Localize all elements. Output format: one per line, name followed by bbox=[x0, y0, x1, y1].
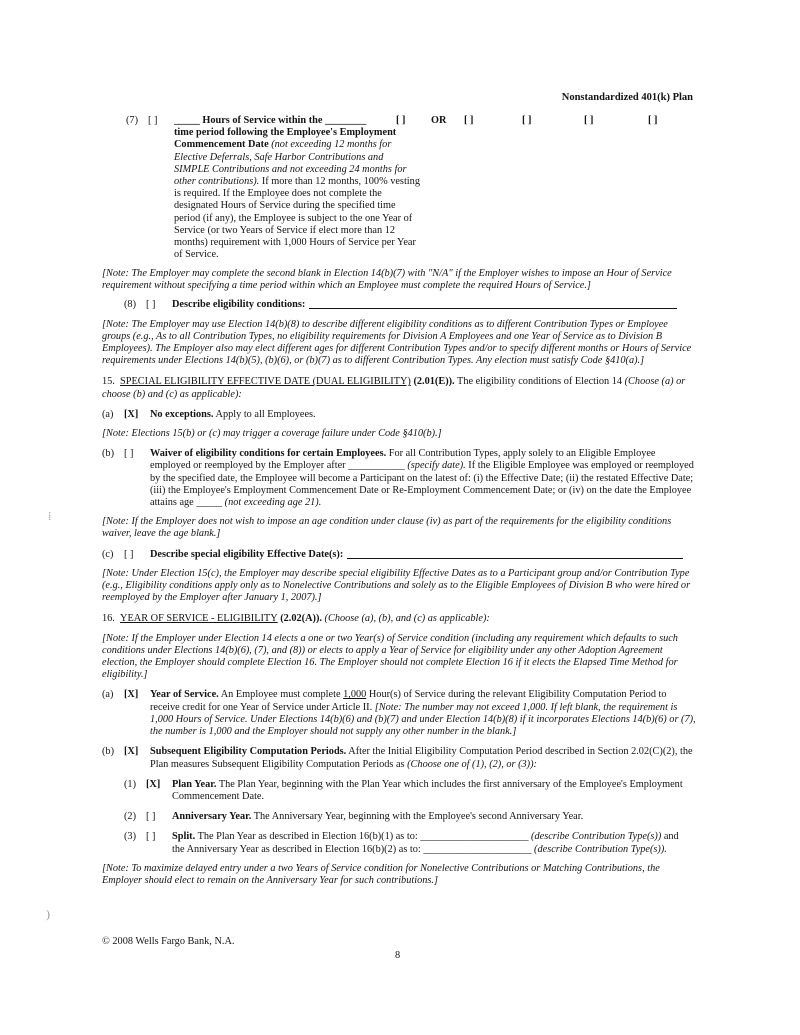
section-15-heading: 15. SPECIAL ELIGIBILITY EFFECTIVE DATE (DUAL ELIGIBILITY) (2.01(E)). The eligibility conditions of Election 14 (Choose (a) or choose (b) and (c) as applicable): bbox=[102, 376, 686, 400]
election-16b3: (3) [ ] Split. The Plan Year as described in Election 16(b)(1) as to: _____________________ (describe Contribution Type(s)) and the Anniversary Year as described in Election 16(b)(2) as to: _____________________ (describe Contribution Type(s)). bbox=[124, 831, 679, 855]
election-15a: (a) [X] No exceptions. Apply to all Employees. bbox=[102, 408, 316, 420]
checkbox-16b1[interactable]: [X] bbox=[146, 778, 161, 790]
plan-title: Nonstandardized 401(k) Plan bbox=[561, 92, 693, 103]
checkbox-15a[interactable]: [X] bbox=[124, 408, 139, 420]
checkbox-16b3[interactable]: [ ] bbox=[146, 831, 156, 843]
eligibility-conditions-field[interactable] bbox=[309, 299, 677, 309]
checkbox-14b8[interactable]: [ ] bbox=[146, 299, 156, 311]
election-desc-b: (not exceeding 12 months for Elective Deferrals, Safe Harbor Contributions and SIMPLE Contributions and not exceeding 24 months for other contributions). bbox=[174, 139, 407, 188]
page-number: 8 bbox=[395, 950, 401, 961]
election-title: Hours of Service within the bbox=[202, 115, 326, 126]
election-label: Describe eligibility conditions: bbox=[172, 299, 306, 311]
checkbox-16b2[interactable]: [ ] bbox=[146, 811, 156, 823]
age-blank[interactable]: _____ bbox=[196, 497, 223, 509]
checkbox-15b[interactable]: [ ] bbox=[124, 448, 134, 460]
election-14b8 bbox=[124, 299, 696, 311]
note-14b7: [Note: The Employer may complete the second blank in Election 14(b)(7) with "N/A" if the Employer wishes to impose an Hour of Service requirement without specifying a time period within which an Employee must complete the required Hours of Service.] bbox=[102, 268, 672, 292]
section-title: YEAR OF SERVICE - ELIGIBILITY bbox=[120, 613, 278, 625]
election-16b1: (1) [X] Plan Year. The Plan Year, beginning with the Plan Year which includes the first anniversary of the Employee's Employment Commencement Date. bbox=[124, 778, 683, 802]
item-number: (8) bbox=[124, 299, 137, 311]
date-blank[interactable]: ___________ bbox=[348, 460, 405, 472]
checkbox-16a[interactable]: [X] bbox=[124, 689, 139, 701]
note-15b: [Note: Elections 15(b) or (c) may trigger a coverage failure under Code §410(b).] bbox=[102, 428, 442, 440]
or-label: OR bbox=[431, 115, 447, 126]
election-desc-a: time period following the Employee's Employment Commencement Date bbox=[174, 127, 397, 151]
election-desc-c: If more than 12 months, 100% vesting is required. If the Employee does not complete the designated Hours of Service during the specified time period (if any), the Employee is subject to the one Year of Service (or two Years of Service if elect more than 12 months) requirement with 1,000 Hours of Service per Year of Service. bbox=[174, 176, 420, 261]
item-number: (7) bbox=[126, 115, 139, 126]
note-16: [Note: If the Employer under Election 14 elects a one or two Year(s) of Service condition (including any requirement which defaults to such conditions under Elections 14(b)(6), (7), and (8)) or elects to apply a Year of Service for eligibility under any other Adoption Agreement election, the Employer should complete Election 16. The Employer should not complete Election 16 if it elects the Elapsed Time Method for eligibility.] bbox=[102, 632, 678, 681]
contribution-type-blank-1[interactable]: _____________________ bbox=[420, 831, 529, 843]
section-title: SPECIAL ELIGIBILITY EFFECTIVE DATE (DUAL ELIGIBILITY) bbox=[120, 376, 411, 388]
checkbox-16b[interactable]: [X] bbox=[124, 746, 139, 758]
time-period-blank[interactable]: ________ bbox=[325, 115, 367, 126]
checkbox-15c[interactable]: [ ] bbox=[124, 548, 134, 560]
col3-checkbox[interactable]: [ ] bbox=[522, 115, 532, 126]
effective-dates-field[interactable] bbox=[347, 549, 683, 559]
col1-checkbox[interactable]: [ ] bbox=[396, 115, 406, 126]
election-16a: (a) [X] Year of Service. An Employee must complete 1,000 Hour(s) of Service during the relevant Eligibility Computation Period to receive credit for one Year of Service under Article II. [Note: The number may not exceed 1,000. If left blank, the requirement is 1,000 Hours of Service. Under Elections 14(b)(6) and (b)(7) and under Election 14(b)(8) if it incorporates Elections 14(b)(6) or (7), the number is 1,000 and the Employer should not supply any other number in the blank.] bbox=[102, 689, 696, 738]
hours-value[interactable]: 1,000 bbox=[343, 689, 367, 701]
col5-checkbox[interactable]: [ ] bbox=[648, 115, 658, 126]
election-16b2: (2) [ ] Anniversary Year. The Anniversary Year, beginning with the Employee's second Anniversary Year. bbox=[124, 811, 584, 823]
election-16b: (b) [X] Subsequent Eligibility Computation Periods. After the Initial Eligibility Computation Period described in Section 2.02(C)(2), the Plan measures Subsequent Eligibility Computation Periods as (Choose one of (1), (2), or (3)): bbox=[102, 746, 693, 770]
section-16-heading: 16. YEAR OF SERVICE - ELIGIBILITY (2.02(A)). (Choose (a), (b), and (c) as applicable): bbox=[102, 613, 490, 625]
copyright: © 2008 Wells Fargo Bank, N.A. bbox=[102, 936, 235, 947]
hours-blank[interactable]: _____ bbox=[174, 115, 200, 126]
scan-mark: ⁞ bbox=[48, 509, 52, 523]
election-15b: (b) [ ] Waiver of eligibility conditions for certain Employees. For all Contribution Types, apply solely to an Eligible Employee employed or reemployed by the Employer after ___________ (specify date). If the Eligible Employee was employed or reemployed by the specified date, the Employee will become a Participant on the latest of: (i) the Effective Date; (ii) the restated Effective Date; (iii) the Employee's Employment Commencement Date or Re-Employment Commencement Date; or (iv) on the date the Employee attains age _____ (not exceeding age 21). bbox=[102, 448, 694, 509]
col4-checkbox[interactable]: [ ] bbox=[584, 115, 594, 126]
election-14b7 bbox=[126, 115, 706, 261]
note-15c: [Note: Under Election 15(c), the Employer may describe special eligibility Effective Dates as to a Participant group and/or Contribution Type (e.g., Eligibility conditions apply only as to Nonelective Contributions and solely as to the Eligible Employees of Division B who were hired or reemployed by the Employer after January 1, 2007).] bbox=[102, 567, 691, 604]
note-final: [Note: To maximize delayed entry under a two Years of Service condition for Nonelective Contributions or Matching Contributions, the Employer should elect to remain on the Anniversary Year for such contributions.] bbox=[102, 862, 660, 886]
checkbox-14b7[interactable]: [ ] bbox=[148, 115, 158, 126]
election-15c: (c) [ ] Describe special eligibility Effective Date(s): bbox=[102, 549, 696, 561]
note-15b-age: [Note: If the Employer does not wish to impose an age condition under clause (iv) as part of the requirements for the eligibility conditions waiver, leave the age blank.] bbox=[102, 516, 672, 540]
note-14b8: [Note: The Employer may use Election 14(b)(8) to describe different eligibility conditions as to different Contribution Types or Employee groups (e.g., As to all Contribution Types, no eligibility requirements for Division A Employees and one Year of Service as to Division B Employees). The Employer also may elect different ages for different Contribution Types and/or to specify different months or Hours of Service requirements under Elections 14(b)(5), (b)(6), or (b)(7) as to different Contribution Types. Any election must satisfy Code §410(a).] bbox=[102, 318, 692, 367]
scan-mark: ) bbox=[46, 907, 50, 921]
col2-checkbox[interactable]: [ ] bbox=[464, 115, 474, 126]
contribution-type-blank-2[interactable]: _____________________ bbox=[423, 843, 532, 855]
